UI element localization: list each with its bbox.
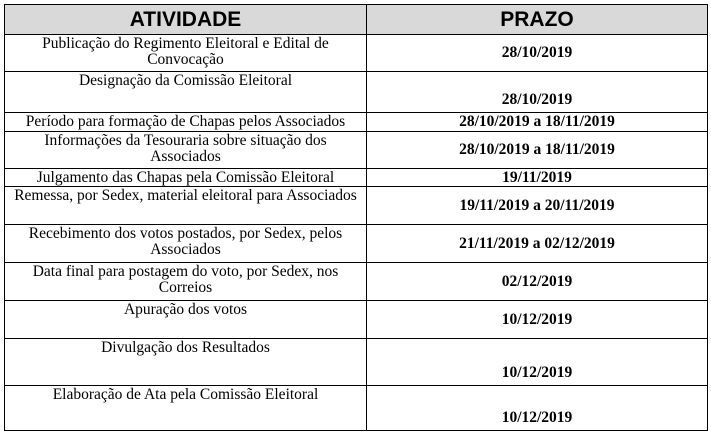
deadline-cell: 28/10/2019 a 18/11/2019: [367, 113, 708, 132]
activity-cell: Período para formação de Chapas pelos Associados: [5, 113, 367, 132]
activity-cell: Apuração dos votos: [5, 301, 367, 339]
table-row: [5, 113, 708, 132]
table-row: [5, 132, 708, 169]
deadline-cell: 28/10/2019 a 18/11/2019: [367, 132, 708, 169]
table-row: [5, 225, 708, 263]
deadline-cell: 19/11/2019 a 20/11/2019: [367, 187, 708, 225]
deadline-cell: 02/12/2019: [367, 263, 708, 301]
deadline-cell: 10/12/2019: [367, 301, 708, 339]
activity-cell: Informações da Tesouraria sobre situação dos Associados: [5, 132, 367, 169]
activity-cell: Divulgação dos Resultados: [5, 339, 367, 386]
activity-cell: Julgamento das Chapas pela Comissão Eleitoral: [5, 169, 367, 187]
activity-cell: Elaboração de Ata pela Comissão Eleitoral: [5, 386, 367, 431]
activity-cell: Publicação do Regimento Eleitoral e Edital de Convocação: [5, 35, 367, 72]
election-schedule-table: [4, 4, 708, 431]
activity-cell: Designação da Comissão Eleitoral: [5, 72, 367, 113]
deadline-cell: 10/12/2019: [367, 339, 708, 386]
column-header-deadline: PRAZO: [367, 5, 708, 35]
deadline-cell: 28/10/2019: [367, 72, 708, 113]
table-row: [5, 169, 708, 187]
table-row: [5, 386, 708, 431]
deadline-cell: 19/11/2019: [367, 169, 708, 187]
activity-cell: Remessa, por Sedex, material eleitoral para Associados: [5, 187, 367, 225]
activity-cell: Recebimento dos votos postados, por Sedex, pelos Associados: [5, 225, 367, 263]
header-row: [5, 5, 708, 35]
table-row: [5, 301, 708, 339]
table-row: [5, 263, 708, 301]
table-row: [5, 35, 708, 72]
activity-cell: Data final para postagem do voto, por Sedex, nos Correios: [5, 263, 367, 301]
deadline-cell: 21/11/2019 a 02/12/2019: [367, 225, 708, 263]
table-row: [5, 187, 708, 225]
deadline-cell: 28/10/2019: [367, 35, 708, 72]
column-header-activity: ATIVIDADE: [5, 5, 367, 35]
deadline-cell: 10/12/2019: [367, 386, 708, 431]
table-row: [5, 339, 708, 386]
table-row: [5, 72, 708, 113]
